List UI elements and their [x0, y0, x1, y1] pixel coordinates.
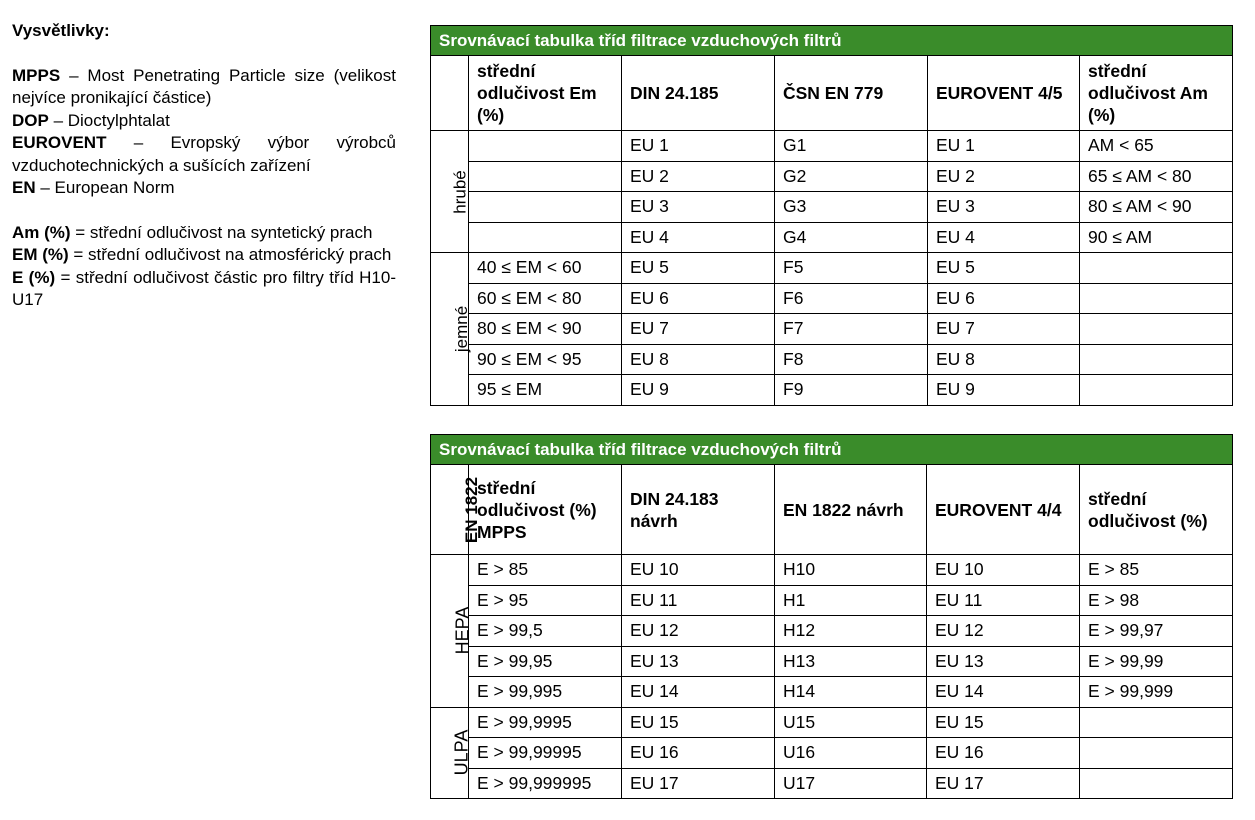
table-cell: 80 ≤ EM < 90	[469, 314, 622, 345]
table-cell: G2	[775, 161, 928, 192]
table-cell: E > 99,99995	[469, 738, 622, 769]
table-row	[431, 344, 1233, 375]
row-group-label	[431, 707, 472, 799]
table-cell: EU 16	[927, 738, 1080, 769]
legend-item	[12, 110, 396, 133]
definition-term: EM (%)	[12, 245, 69, 264]
table-row	[431, 555, 1233, 586]
table-cell: EU 15	[927, 707, 1080, 738]
table-cell: EU 3	[622, 192, 775, 223]
table-row	[431, 768, 1233, 799]
table-cell	[1080, 768, 1233, 799]
table-row	[431, 738, 1233, 769]
column-header: střední odlučivost Em (%)	[469, 56, 622, 131]
definition-item	[12, 244, 396, 267]
table-row	[431, 616, 1233, 647]
table-row	[431, 283, 1233, 314]
table-cell	[469, 192, 622, 223]
table-cell: E > 99,5	[469, 616, 622, 647]
table-cell: E > 99,97	[1080, 616, 1233, 647]
table-cell: H12	[775, 616, 927, 647]
table-row	[431, 314, 1233, 345]
table-cell: EU 13	[927, 646, 1080, 677]
table-cell: EU 7	[928, 314, 1080, 345]
table-cell: 90 ≤ EM < 95	[469, 344, 622, 375]
table-cell: E > 99,995	[469, 677, 622, 708]
row-group-label	[431, 555, 473, 708]
column-header: EUROVENT 4/5	[928, 56, 1080, 131]
column-header: střední odlučivost (%) MPPS	[469, 465, 622, 555]
table-cell: H1	[775, 585, 927, 616]
table-cell: EU 13	[622, 646, 775, 677]
definition-term: Am (%)	[12, 222, 71, 242]
table-cell: 80 ≤ AM < 90	[1080, 192, 1233, 223]
table-cell	[1080, 314, 1233, 345]
table-row	[431, 677, 1233, 708]
definition-item	[12, 222, 396, 245]
legend-term: MPPS	[12, 65, 61, 85]
legend-item	[12, 177, 396, 200]
table-cell	[1080, 283, 1233, 314]
table-cell: U15	[775, 707, 927, 738]
table-cell: F6	[775, 283, 928, 314]
table-cell: E > 85	[1080, 555, 1233, 586]
table-cell: EU 2	[622, 161, 775, 192]
table-cell: EU 7	[622, 314, 775, 345]
table-cell: 40 ≤ EM < 60	[469, 253, 622, 284]
table-cell: EU 8	[928, 344, 1080, 375]
table-cell	[1080, 738, 1233, 769]
table-cell: 95 ≤ EM	[469, 375, 622, 406]
table-cell	[1080, 344, 1233, 375]
table-cell: E > 99,95	[469, 646, 622, 677]
legend-desc: – European Norm	[35, 178, 175, 197]
table-cell: H10	[775, 555, 927, 586]
table-row	[431, 131, 1233, 162]
table-cell: EU 5	[622, 253, 775, 284]
filter-class-table-hepa-ulpa	[430, 434, 1233, 799]
filter-class-table-coarse-fine	[430, 25, 1233, 406]
table-cell: U16	[775, 738, 927, 769]
row-group-text: jemné	[452, 306, 472, 353]
table-cell: EU 6	[928, 283, 1080, 314]
corner-cell	[431, 465, 482, 555]
column-header: EN 1822 návrh	[775, 465, 927, 555]
table-cell: 90 ≤ AM	[1080, 222, 1233, 253]
table-cell	[1080, 375, 1233, 406]
table-row	[431, 161, 1233, 192]
table-cell: E > 98	[1080, 585, 1233, 616]
table-cell: 60 ≤ EM < 80	[469, 283, 622, 314]
table-cell: E > 99,9995	[469, 707, 622, 738]
table-cell: EU 11	[622, 585, 775, 616]
table-cell: EU 3	[928, 192, 1080, 223]
legend	[12, 20, 396, 312]
row-group-text: hrubé	[450, 170, 470, 214]
table-cell: EU 9	[622, 375, 775, 406]
table-cell: EU 8	[622, 344, 775, 375]
table-row	[431, 707, 1233, 738]
corner-label: EN 1822	[462, 476, 482, 544]
table-cell: EU 9	[928, 375, 1080, 406]
row-group-label	[431, 131, 469, 253]
table-cell: H13	[775, 646, 927, 677]
table-cell: E > 99,999995	[469, 768, 622, 799]
table-cell	[469, 131, 622, 162]
table-cell: EU 1	[622, 131, 775, 162]
row-group-text: ULPA	[451, 729, 472, 776]
table-cell: EU 5	[928, 253, 1080, 284]
table-cell: U17	[775, 768, 927, 799]
table-cell: EU 16	[622, 738, 775, 769]
table-row	[431, 375, 1233, 406]
table-cell: F7	[775, 314, 928, 345]
table-cell: EU 10	[927, 555, 1080, 586]
table-cell: EU 15	[622, 707, 775, 738]
table-cell: E > 85	[469, 555, 622, 586]
table-cell	[1080, 253, 1233, 284]
legend-desc: – Dioctylphtalat	[48, 110, 170, 130]
legend-term: DOP	[12, 110, 49, 130]
definition-term: E (%)	[12, 267, 56, 287]
column-header: střední odlučivost Am (%)	[1080, 56, 1233, 131]
corner-cell	[431, 56, 469, 131]
table-cell: EU 14	[622, 677, 775, 708]
definition-desc: = střední odlučivost částic pro filtry tříd H10-U17	[12, 267, 396, 309]
table-cell: AM < 65	[1080, 131, 1233, 162]
column-header: EUROVENT 4/4	[927, 465, 1080, 555]
legend-term: EN	[12, 178, 36, 197]
table-cell: 65 ≤ AM < 80	[1080, 161, 1233, 192]
table-cell: F9	[775, 375, 928, 406]
table-cell: G4	[775, 222, 928, 253]
table-cell: EU 11	[927, 585, 1080, 616]
definition-desc: = střední odlučivost na atmosférický prach	[68, 245, 392, 264]
table-cell	[1080, 707, 1233, 738]
column-header: DIN 24.185	[622, 56, 775, 131]
table-cell	[469, 222, 622, 253]
legend-item	[12, 132, 396, 177]
column-header: střední odlučivost (%)	[1080, 465, 1233, 555]
table-cell: EU 17	[927, 768, 1080, 799]
definition-item	[12, 267, 396, 312]
table-cell: EU 17	[622, 768, 775, 799]
legend-term: EUROVENT	[12, 133, 107, 152]
legend-desc: – Most Penetrating Particle size (velikost nejvíce pronikající částice)	[12, 65, 396, 107]
table-cell: EU 12	[927, 616, 1080, 647]
table-cell: EU 10	[622, 555, 775, 586]
table-cell: G1	[775, 131, 928, 162]
table-cell: E > 99,999	[1080, 677, 1233, 708]
table-cell: F5	[775, 253, 928, 284]
legend-spacer	[12, 200, 396, 222]
table-cell: EU 14	[927, 677, 1080, 708]
legend-desc: – Evropský výbor výrobců vzduchotechnických a sušících zařízení	[12, 133, 396, 175]
legend-item	[12, 65, 396, 110]
table-row	[431, 646, 1233, 677]
definition-desc: = střední odlučivost na syntetický prach	[70, 222, 373, 242]
table-row	[431, 253, 1233, 284]
table-title: Srovnávací tabulka tříd filtrace vzduchových filtrů	[431, 26, 1233, 56]
table-row	[431, 222, 1233, 253]
column-header: ČSN EN 779	[775, 56, 928, 131]
row-group-label	[431, 253, 472, 406]
table-cell: EU 4	[622, 222, 775, 253]
table-cell: EU 4	[928, 222, 1080, 253]
row-group-text: HEPA	[452, 606, 473, 655]
table-row	[431, 192, 1233, 223]
table-row	[431, 585, 1233, 616]
table-cell: E > 95	[469, 585, 622, 616]
table-cell: EU 12	[622, 616, 775, 647]
table-cell: E > 99,99	[1080, 646, 1233, 677]
table-cell: G3	[775, 192, 928, 223]
table-title: Srovnávací tabulka tříd filtrace vzduchových filtrů	[431, 435, 1233, 465]
legend-heading: Vysvětlivky:	[12, 21, 110, 40]
table-cell: EU 2	[928, 161, 1080, 192]
table-cell	[469, 161, 622, 192]
column-header: DIN 24.183 návrh	[622, 465, 775, 555]
table-cell: H14	[775, 677, 927, 708]
table-cell: EU 1	[928, 131, 1080, 162]
table-cell: EU 6	[622, 283, 775, 314]
table-cell: F8	[775, 344, 928, 375]
